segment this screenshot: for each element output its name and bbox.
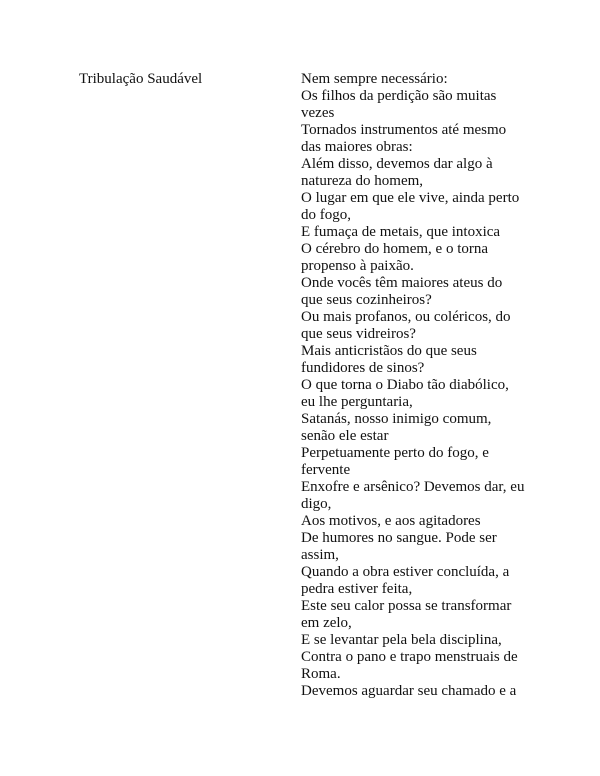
poem-line: eu lhe perguntaria, bbox=[301, 394, 413, 410]
poem-line: fundidores de sinos? bbox=[301, 360, 425, 376]
poem-line: Tornados instrumentos até mesmo bbox=[301, 122, 507, 138]
poem-line: De humores no sangue. Pode ser bbox=[301, 530, 497, 546]
poem-line: em zelo, bbox=[301, 615, 352, 631]
poem-line: que seus vidreiros? bbox=[301, 326, 416, 342]
poem-line: E se levantar pela bela disciplina, bbox=[301, 632, 502, 648]
poem-line: Enxofre e arsênico? Devemos dar, eu bbox=[301, 479, 525, 495]
poem-line: Os filhos da perdição são muitas bbox=[301, 88, 497, 104]
poem-line: pedra estiver feita, bbox=[301, 581, 413, 597]
poem-line: das maiores obras: bbox=[301, 139, 413, 155]
document-title: Tribulação Saudável bbox=[79, 71, 203, 87]
poem-line: Devemos aguardar seu chamado e a bbox=[301, 683, 517, 699]
poem-line: E fumaça de metais, que intoxica bbox=[301, 224, 501, 240]
poem-line: Roma. bbox=[301, 666, 341, 682]
poem-line: fervente bbox=[301, 462, 351, 478]
poem-text bbox=[301, 71, 541, 700]
poem-line: Contra o pano e trapo menstruais de bbox=[301, 649, 518, 665]
poem-line: vezes bbox=[301, 105, 335, 121]
poem-line: Onde vocês têm maiores ateus do bbox=[301, 275, 503, 291]
poem-line: Ou mais profanos, ou coléricos, do bbox=[301, 309, 511, 325]
poem-line: assim, bbox=[301, 547, 339, 563]
poem-line: Nem sempre necessário: bbox=[301, 71, 448, 87]
poem-line: Mais anticristãos do que seus bbox=[301, 343, 477, 359]
poem-line: do fogo, bbox=[301, 207, 351, 223]
poem-line: propenso à paixão. bbox=[301, 258, 414, 274]
poem-line: O lugar em que ele vive, ainda perto bbox=[301, 190, 520, 206]
poem-line: digo, bbox=[301, 496, 332, 512]
poem-line: O que torna o Diabo tão diabólico, bbox=[301, 377, 509, 393]
poem-line: Satanás, nosso inimigo comum, bbox=[301, 411, 492, 427]
poem-line: senão ele estar bbox=[301, 428, 389, 444]
poem-line: O cérebro do homem, e o torna bbox=[301, 241, 489, 257]
poem-line: natureza do homem, bbox=[301, 173, 424, 189]
poem-line: Aos motivos, e aos agitadores bbox=[301, 513, 481, 529]
poem-line: Perpetuamente perto do fogo, e bbox=[301, 445, 489, 461]
poem-line: Além disso, devemos dar algo à bbox=[301, 156, 493, 172]
poem-line: Este seu calor possa se transformar bbox=[301, 598, 512, 614]
poem-line: Quando a obra estiver concluída, a bbox=[301, 564, 510, 580]
poem-line: que seus cozinheiros? bbox=[301, 292, 432, 308]
